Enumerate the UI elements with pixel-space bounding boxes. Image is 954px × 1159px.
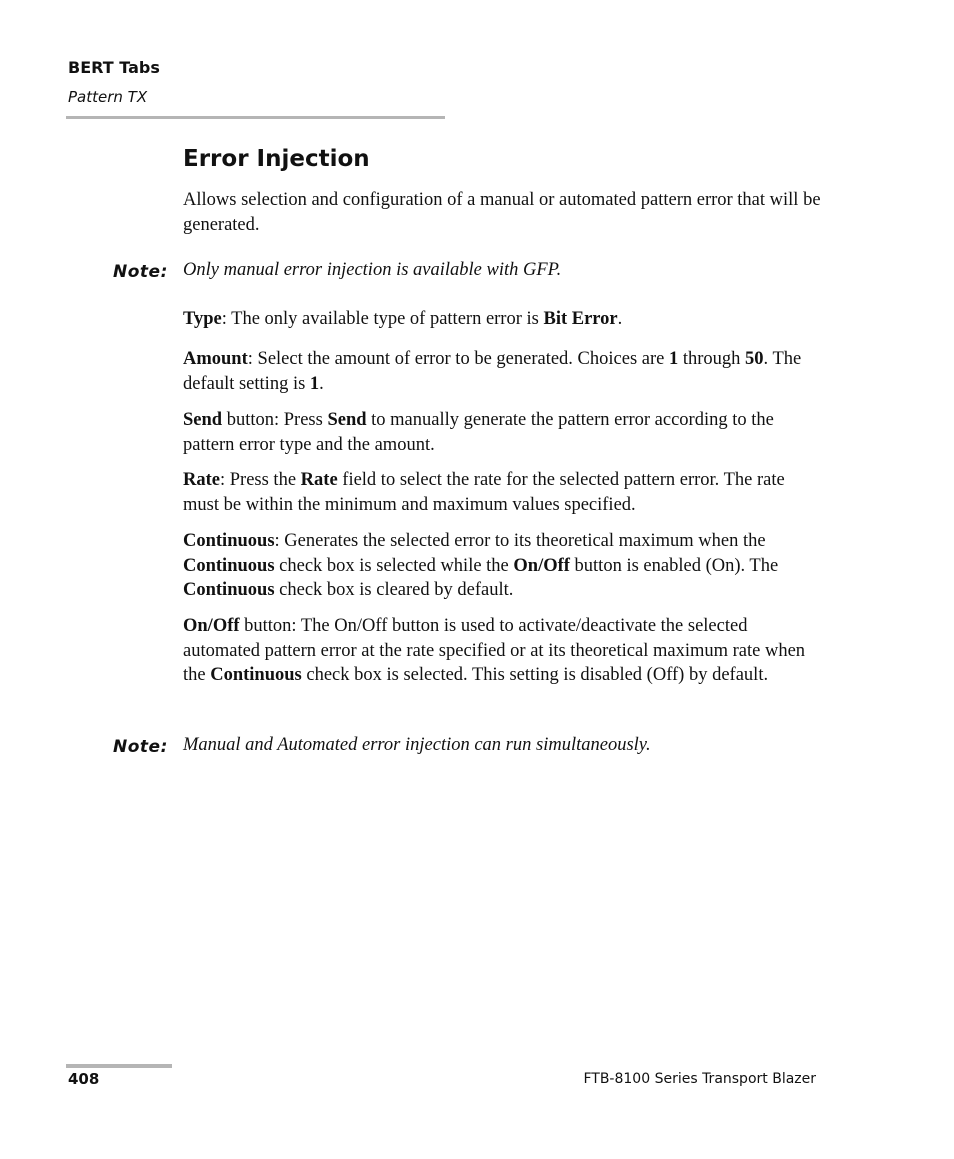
onoff-button-ref: On/Off [513,555,570,576]
rate-text: : Press the [219,470,301,490]
type-text: : The only available type of pattern error is [221,309,544,329]
rate-field-ref: Rate [300,470,338,490]
amount-paragraph [183,347,823,396]
header-rule [66,116,445,119]
note-label: Note: [113,737,168,757]
term-send: Send [183,410,223,430]
term-type: Type [183,309,222,329]
term-amount: Amount [183,349,248,369]
running-header-section: Pattern TX [68,88,148,106]
send-text: button: Press [222,410,328,430]
term-continuous: Continuous [183,531,275,551]
note-text: Manual and Automated error injection can run simultaneously. [183,735,651,755]
section-title: Error Injection [183,146,370,172]
rate-text-2: field to select the rate for the selected pattern error. The rate must be within the minimum and maximum values specified. [183,470,785,515]
term-rate: Rate [183,470,220,490]
amount-text-2: through [678,349,746,369]
continuous-checkbox-ref-3: Continuous [210,665,302,685]
send-paragraph [183,408,823,457]
amount-default: 1 [309,373,320,394]
continuous-text-4: check box is cleared by default. [274,580,514,600]
type-paragraph [183,307,823,332]
note-text: Only manual error injection is available with GFP. [183,260,562,280]
note-label: Note: [113,262,168,282]
send-text-2: to manually generate the pattern error according to the pattern error type and the amount. [183,410,774,455]
onoff-text-2: check box is selected. This setting is disabled (Off) by default. [301,665,769,685]
amount-min: 1 [668,349,679,369]
onoff-text: button: The On/Off button is used to activate/deactivate the selected automated pattern error at the rate specified or at its theoretical maximum rate when the [183,616,806,685]
bit-error-value: Bit Error [543,309,618,329]
amount-text: : Select the amount of error to be generated. Choices are [247,349,669,369]
page-number: 408 [68,1070,100,1088]
continuous-text-2: check box is selected while the [274,555,514,576]
rate-paragraph [183,468,823,517]
type-text-end: . [617,309,623,329]
continuous-paragraph [183,529,823,603]
footer-doc-title: FTB-8100 Series Transport Blazer [583,1071,816,1087]
continuous-checkbox-ref: Continuous [183,555,275,576]
continuous-text-3: button is enabled (On). The [569,555,779,576]
continuous-checkbox-ref-2: Continuous [183,580,275,600]
term-onoff: On/Off [183,616,240,636]
amount-text-4: . [319,373,324,394]
running-header-chapter: BERT Tabs [68,58,160,77]
footer-rule [66,1064,172,1068]
amount-text-3: . The default setting is [183,349,802,394]
send-button-ref: Send [327,410,367,430]
onoff-paragraph [183,614,823,688]
continuous-text: : Generates the selected error to its theoretical maximum when the [274,531,766,551]
intro-paragraph: Allows selection and configuration of a manual or automated pattern error that will be generated. [183,190,821,235]
amount-max: 50 [745,349,764,369]
